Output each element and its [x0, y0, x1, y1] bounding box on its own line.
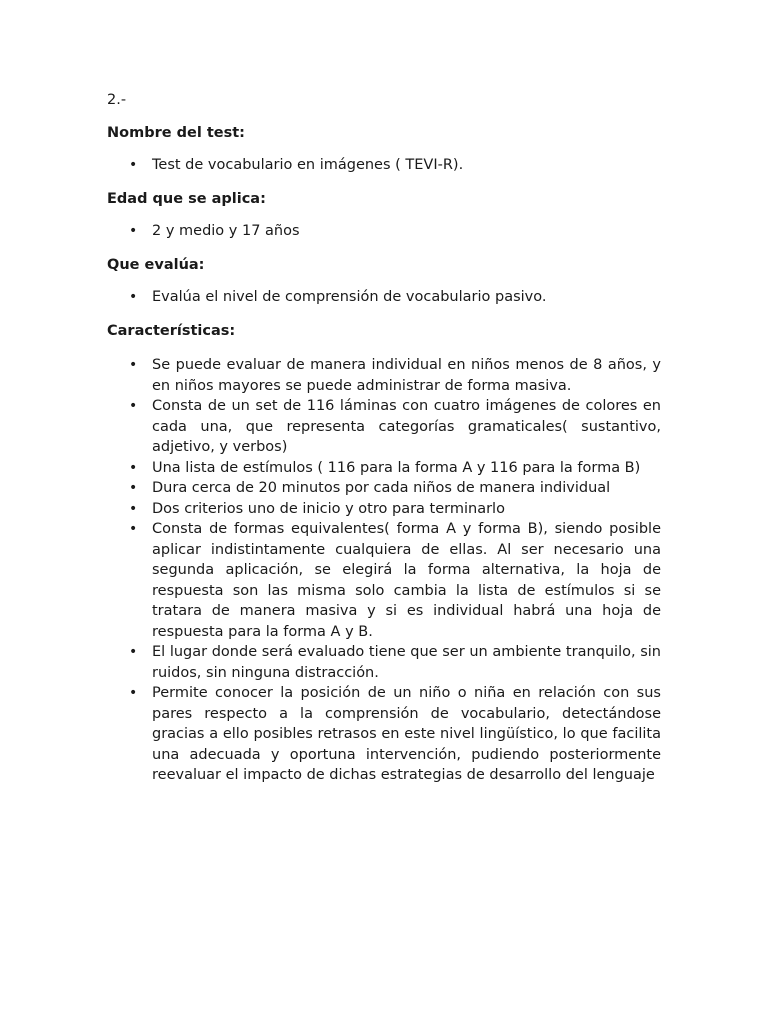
list-item — [107, 221, 661, 241]
document-page — [107, 90, 661, 786]
list-item-text: El lugar donde será evaluado tiene que ser un ambiente tranquilo, sin ruidos, sin ninguna distracción. — [152, 644, 661, 681]
characteristics-list — [107, 355, 661, 786]
list-item-text: Una lista de estímulos ( 116 para la forma A y 116 para la forma B) — [152, 459, 641, 476]
list-item-text: Evalúa el nivel de comprensión de vocabulario pasivo. — [152, 289, 547, 305]
list-item-text: Dos criterios uno de inicio y otro para terminarlo — [152, 500, 505, 517]
bullet-icon: • — [129, 157, 138, 173]
list-item — [107, 478, 661, 499]
age-range-list — [107, 221, 661, 241]
list-item-text: Consta de formas equivalentes( forma A y forma B), siendo posible aplicar indistintamente cualquiera de ellas. Al ser necesario una segunda aplicación, se elegirá la forma alternativa, la hoja de respuesta son las misma solo cambia la lista de estímulos si se tratara de manera masiva y si es individual habrá una hoja de respuesta para la forma A y B. — [152, 521, 661, 640]
list-item-text: Dura cerca de 20 minutos por cada niños de manera individual — [152, 480, 611, 496]
heading-characteristics: Características: — [107, 323, 236, 339]
evaluates-list — [107, 287, 661, 307]
bullet-icon: • — [129, 685, 138, 701]
list-item-text: 2 y medio y 17 años — [152, 223, 300, 239]
bullet-icon: • — [129, 357, 138, 373]
list-item — [107, 155, 661, 175]
list-item — [107, 355, 661, 396]
bullet-icon: • — [129, 289, 138, 305]
list-item-text: Permite conocer la posición de un niño o niña en relación con sus pares respecto a la comprensión de vocabulario, detectándose gracias a ello posibles retrasos en este nivel lingüístico, lo que facilita una adecuada y oportuna intervención, pudiendo posteriormente reevaluar el impacto de dichas estrategias de desarrollo del lenguaje — [152, 685, 661, 783]
list-item-text: Se puede evaluar de manera individual en niños menos de 8 años, y en niños mayores se puede administrar de forma masiva. — [152, 357, 661, 394]
bullet-icon: • — [129, 398, 138, 414]
list-item — [107, 499, 661, 520]
bullet-icon: • — [129, 459, 138, 476]
bullet-icon: • — [129, 480, 138, 496]
section-number: 2.- — [107, 92, 127, 108]
heading-test-name: Nombre del test: — [107, 125, 245, 141]
list-item — [107, 396, 661, 458]
list-item — [107, 642, 661, 683]
test-name-list — [107, 155, 661, 175]
heading-evaluates: Que evalúa: — [107, 257, 205, 273]
list-item — [107, 519, 661, 642]
bullet-icon: • — [129, 500, 138, 517]
list-item-text: Test de vocabulario en imágenes ( TEVI-R). — [152, 157, 464, 173]
bullet-icon: • — [129, 644, 138, 660]
bullet-icon: • — [129, 521, 138, 537]
bullet-icon: • — [129, 223, 138, 239]
list-item — [107, 458, 661, 479]
list-item — [107, 287, 661, 307]
heading-age-range: Edad que se aplica: — [107, 191, 266, 207]
list-item-text: Consta de un set de 116 láminas con cuatro imágenes de colores en cada una, que representa categorías gramaticales( sustantivo, adjetivo, y verbos) — [152, 398, 661, 455]
list-item — [107, 683, 661, 786]
